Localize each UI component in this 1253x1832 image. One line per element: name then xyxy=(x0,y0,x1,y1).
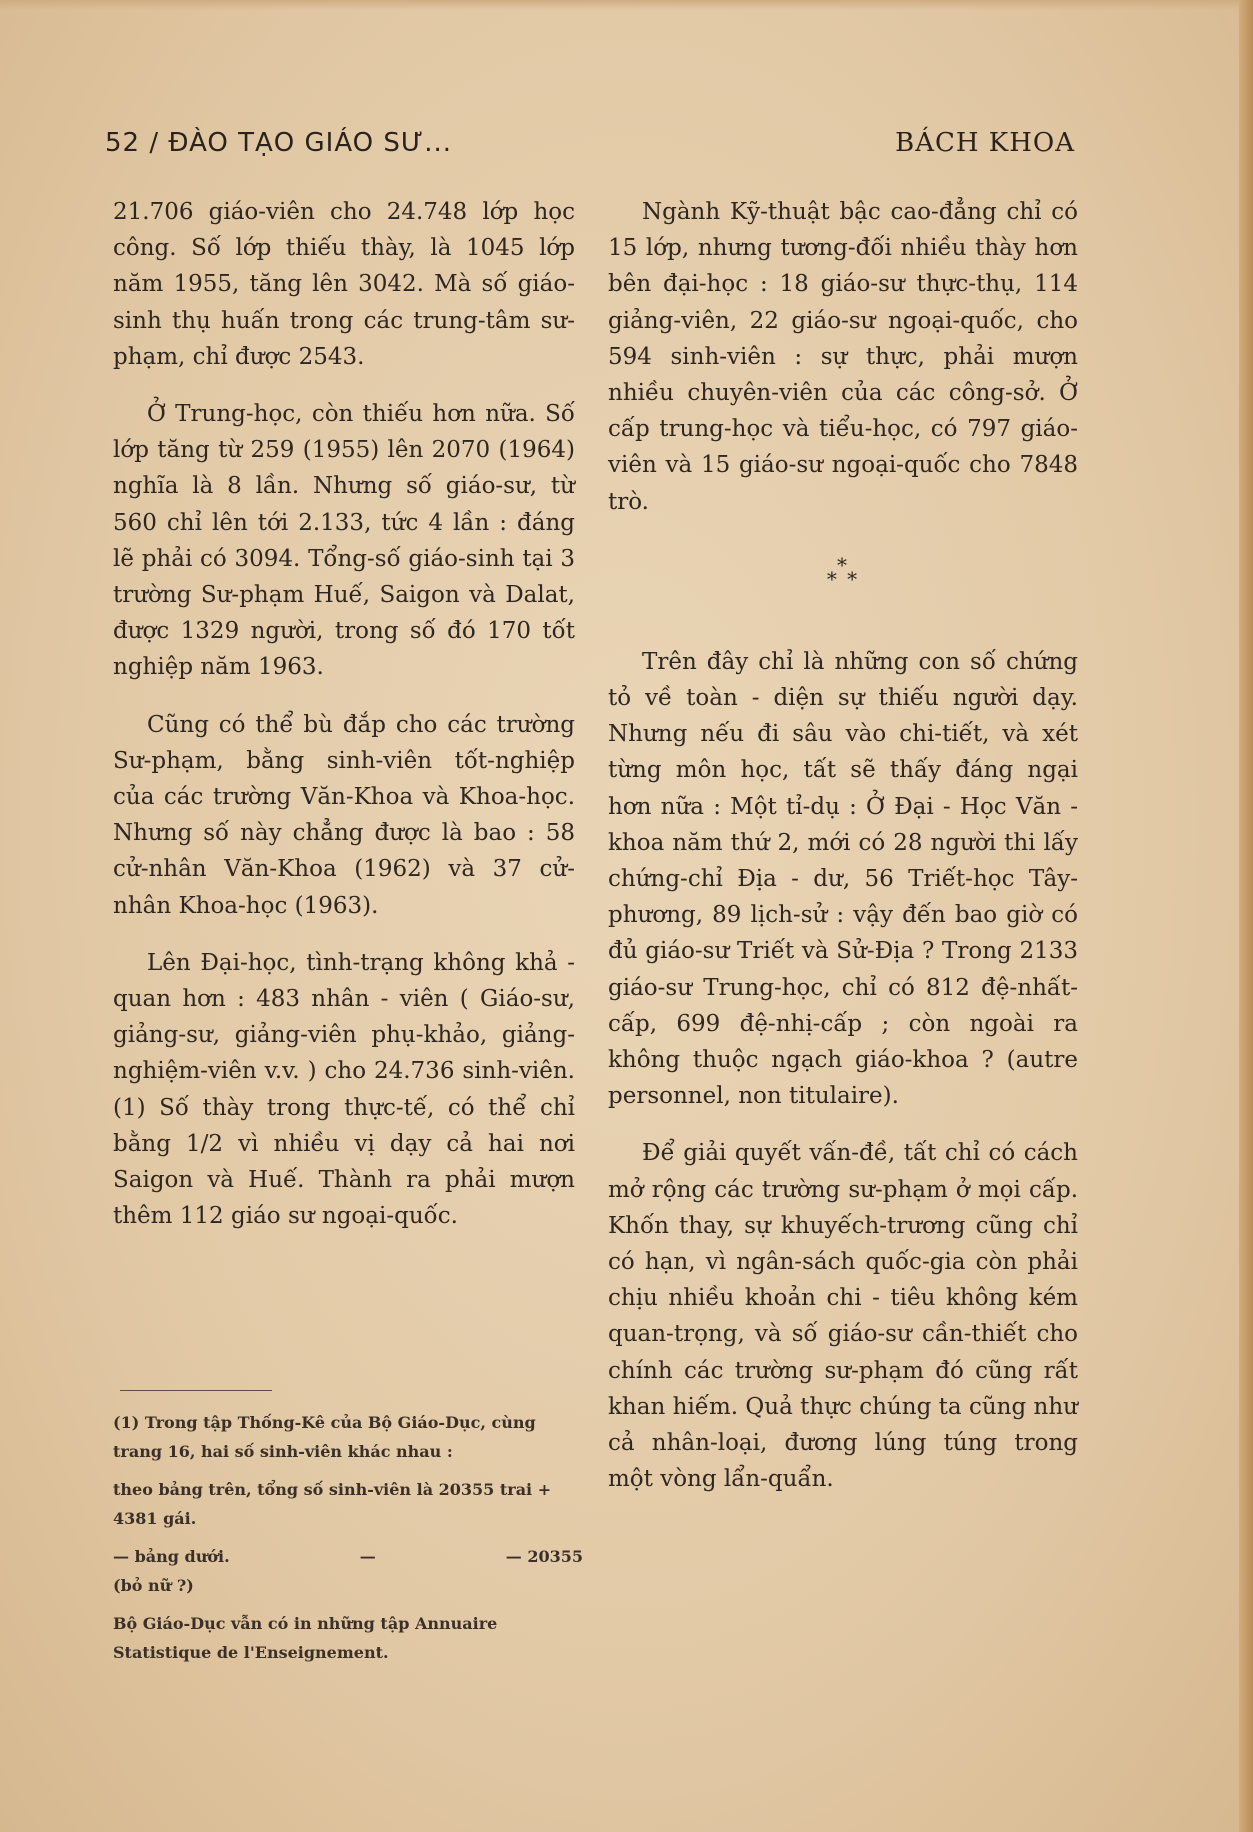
footnote-row xyxy=(113,1542,583,1571)
footnote-text: — bảng dưới. xyxy=(113,1547,230,1566)
section-separator xyxy=(608,552,1078,591)
footnote-text: (bỏ nữ ?) xyxy=(113,1576,194,1595)
footnote-text: — 20355 xyxy=(505,1547,583,1566)
journal-title: BÁCH KHOA xyxy=(895,128,1075,158)
paragraph: Ở Trung-học, còn thiếu hơn nữa. Số lớp tăng từ 259 (1955) lên 2070 (1964) nghĩa là 8 lần. Nhưng số giáo-sư, từ 560 chỉ lên tới 2.133, tức 4 lần : đáng lẽ phải có 3094. Tổng-số giáo-sinh tại 3 trường Sư-phạm Huế, Saigon và Dalat, được 1329 người, trong số đó 170 tốt nghiệp năm 1963. xyxy=(113,401,575,681)
paragraph: Lên Đại-học, tình-trạng không khả - quan hơn : 483 nhân - viên ( Giáo-sư, giảng-sư, giảng-viên phụ-khảo, giảng-nghiệm-viên v.v. ) cho 24.736 sinh-viên. (1) Số thày trong thực-tế, có thể chỉ bằng 1/2 vì nhiều vị dạy cả hai nơi Saigon và Huế. Thành ra phải mượn thêm 112 giáo sư ngoại-quốc. xyxy=(113,949,575,1230)
paragraph: Để giải quyết vấn-đề, tất chỉ có cách mở rộng các trường sư-phạm ở mọi cấp. Khốn thay, sự khuyếch-trương cũng chỉ có hạn, vì ngân-sách quốc-gia còn phải chịu nhiều khoản chi - tiêu không kém quan-trọng, và số giáo-sư cần-thiết cho chính các trường sư-phạm đó cũng rất khan hiếm. Quả thực chúng ta cũng như cả nhân-loại, đương lúng túng trong một vòng lẩn-quẩn. xyxy=(608,1140,1078,1493)
page-top-edge xyxy=(0,0,1253,10)
paragraph: Trên đây chỉ là những con số chứng tỏ về toàn - diện sự thiếu người dạy. Nhưng nếu đi sâu vào chi-tiết, và xét từng môn học, tất sẽ thấy đáng ngại hơn nữa : Một tỉ-dụ : Ở Đại - Học Văn - khoa năm thứ 2, mới có 28 người thi lấy chứng-chỉ Địa - dư, 56 Triết-học Tây-phương, 89 lịch-sử : vậy đến bao giờ có đủ giáo-sư Triết và Sử-Địa ? Trong 2133 giáo-sư Trung-học, chỉ có 812 đệ-nhất-cấp, 699 đệ-nhị-cấp ; còn ngoài ra không thuộc ngạch giáo-khoa ? (autre personnel, non titulaire). xyxy=(608,648,1078,1110)
separator-stars: * * * xyxy=(826,552,860,591)
footnote-text: (1) Trong tập Thống-Kê của Bộ Giáo-Dục, cùng trang 16, hai số sinh-viên khác nhau : xyxy=(113,1413,536,1461)
footnote-text: Bộ Giáo-Dục vẫn có in những tập Annuaire Statistique de l'Enseignement. xyxy=(113,1614,498,1662)
page-header xyxy=(105,128,1075,168)
right-column xyxy=(608,194,1078,1519)
left-column xyxy=(113,194,575,1255)
paragraph: 21.706 giáo-viên cho 24.748 lớp học công. Số lớp thiếu thày, là 1045 lớp năm 1955, tăng lên 3042. Mà số giáo-sinh thụ huấn trong các trung-tâm sư-phạm, chỉ được 2543. xyxy=(113,199,575,370)
paragraph: Ngành Kỹ-thuật bậc cao-đẳng chỉ có 15 lớp, nhưng tương-đối nhiều thày hơn bên đại-học : 18 giáo-sư thực-thụ, 114 giảng-viên, 22 giáo-sư ngoại-quốc, cho 594 sinh-viên : sự thực, phải mượn nhiều chuyên-viên của các công-sở. Ở cấp trung-học và tiểu-học, có 797 giáo-viên và 15 giáo-sư ngoại-quốc cho 7848 trò. xyxy=(608,199,1078,515)
footnotes xyxy=(113,1408,583,1676)
footnote-dash: — xyxy=(359,1547,376,1566)
footnote-text: theo bảng trên, tổng số sinh-viên là 20355 trai + 4381 gái. xyxy=(113,1480,552,1528)
running-head: 52 / ĐÀO TẠO GIÁO SƯ... xyxy=(105,128,452,158)
footnote-divider xyxy=(120,1390,272,1391)
paragraph: Cũng có thể bù đắp cho các trường Sư-phạm, bằng sinh-viên tốt-nghiệp của các trường Văn-Khoa và Khoa-học. Nhưng số này chẳng được là bao : 58 cử-nhân Văn-Khoa (1962) và 37 cử-nhân Khoa-học (1963). xyxy=(113,711,575,919)
page-right-edge xyxy=(1239,0,1253,1832)
